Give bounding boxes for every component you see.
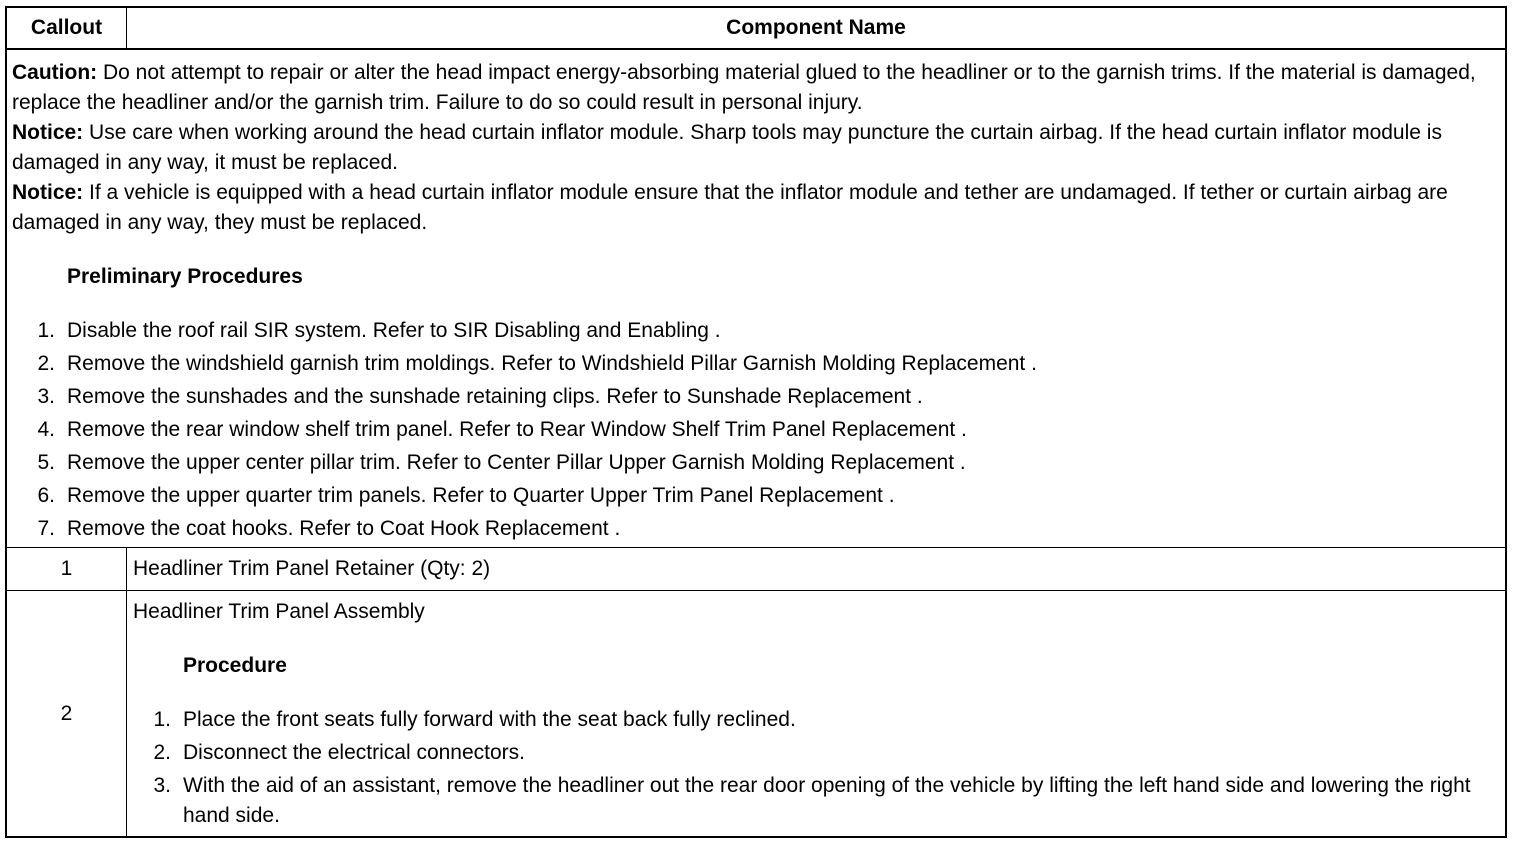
list-item <box>133 703 1501 736</box>
component-name: Headliner Trim Panel Retainer (Qty: 2) <box>133 557 491 580</box>
list-item <box>12 512 1501 545</box>
component-cell <box>127 591 1505 836</box>
step-number: 3. <box>153 774 171 797</box>
general-notes <box>7 50 1505 547</box>
header-callout: Callout <box>7 8 127 48</box>
list-item <box>12 380 1501 413</box>
step-number: 1. <box>37 319 55 342</box>
caution-text: Do not attempt to repair or alter the head impact energy-absorbing material glued to the headliner or to the garnish trims. If the material is damaged, replace the headliner and/or the garnish trim. Failure to do so could result in personal injury. <box>12 61 1476 114</box>
step-text: Place the front seats fully forward with the seat back fully reclined. <box>183 708 796 731</box>
procedure-steps-list <box>133 703 1501 831</box>
step-text: Remove the upper quarter trim panels. Refer to Quarter Upper Trim Panel Replacement . <box>67 484 895 507</box>
preliminary-procedures-title: Preliminary Procedures <box>67 265 303 288</box>
list-item <box>12 479 1501 512</box>
list-item <box>12 314 1501 347</box>
step-text: Remove the upper center pillar trim. Refer to Center Pillar Upper Garnish Molding Replacement . <box>67 451 966 474</box>
table-row <box>7 548 1505 591</box>
step-text: With the aid of an assistant, remove the headliner out the rear door opening of the vehicle by lifting the left hand side and lowering the right hand side. <box>183 774 1471 827</box>
list-item <box>133 771 1501 831</box>
notice-text-1: Use care when working around the head curtain inflator module. Sharp tools may puncture the curtain airbag. If the head curtain inflator module is damaged in any way, it must be replaced. <box>12 121 1442 174</box>
list-item <box>12 413 1501 446</box>
step-number: 6. <box>37 484 55 507</box>
list-item <box>133 736 1501 769</box>
step-number: 7. <box>37 517 55 540</box>
list-item <box>12 446 1501 479</box>
header-component-name: Component Name <box>726 16 906 39</box>
component-name: Headliner Trim Panel Assembly <box>133 600 425 623</box>
general-notes-row <box>7 50 1505 548</box>
table-row <box>7 591 1505 836</box>
step-number: 3. <box>37 385 55 408</box>
step-number: 1. <box>153 708 171 731</box>
caution-paragraph <box>12 58 1501 118</box>
step-text: Remove the sunshades and the sunshade retaining clips. Refer to Sunshade Replacement . <box>67 385 923 408</box>
step-text: Disable the roof rail SIR system. Refer to SIR Disabling and Enabling . <box>67 319 721 342</box>
preliminary-steps-list <box>12 314 1501 545</box>
list-item <box>12 347 1501 380</box>
table-header-row <box>7 8 1505 50</box>
notice-paragraph-2 <box>12 178 1501 238</box>
step-number: 5. <box>37 451 55 474</box>
step-text: Remove the coat hooks. Refer to Coat Hook Replacement . <box>67 517 621 540</box>
procedure-title: Procedure <box>183 654 287 677</box>
component-table <box>5 6 1507 838</box>
step-text: Remove the windshield garnish trim moldings. Refer to Windshield Pillar Garnish Molding Replacement . <box>67 352 1037 375</box>
step-text: Disconnect the electrical connectors. <box>183 741 525 764</box>
step-number: 4. <box>37 418 55 441</box>
notice-label-2: Notice: <box>12 181 84 204</box>
callout-number: 1 <box>7 548 127 590</box>
notice-label-1: Notice: <box>12 121 84 144</box>
callout-number: 2 <box>7 591 127 836</box>
caution-label: Caution: <box>12 61 98 84</box>
step-number: 2. <box>37 352 55 375</box>
step-text: Remove the rear window shelf trim panel. Refer to Rear Window Shelf Trim Panel Replacement . <box>67 418 967 441</box>
notice-text-2: If a vehicle is equipped with a head curtain inflator module ensure that the inflator module and tether are undamaged. If tether or curtain airbag are damaged in any way, they must be replaced. <box>12 181 1448 234</box>
notice-paragraph-1 <box>12 118 1501 178</box>
step-number: 2. <box>153 741 171 764</box>
